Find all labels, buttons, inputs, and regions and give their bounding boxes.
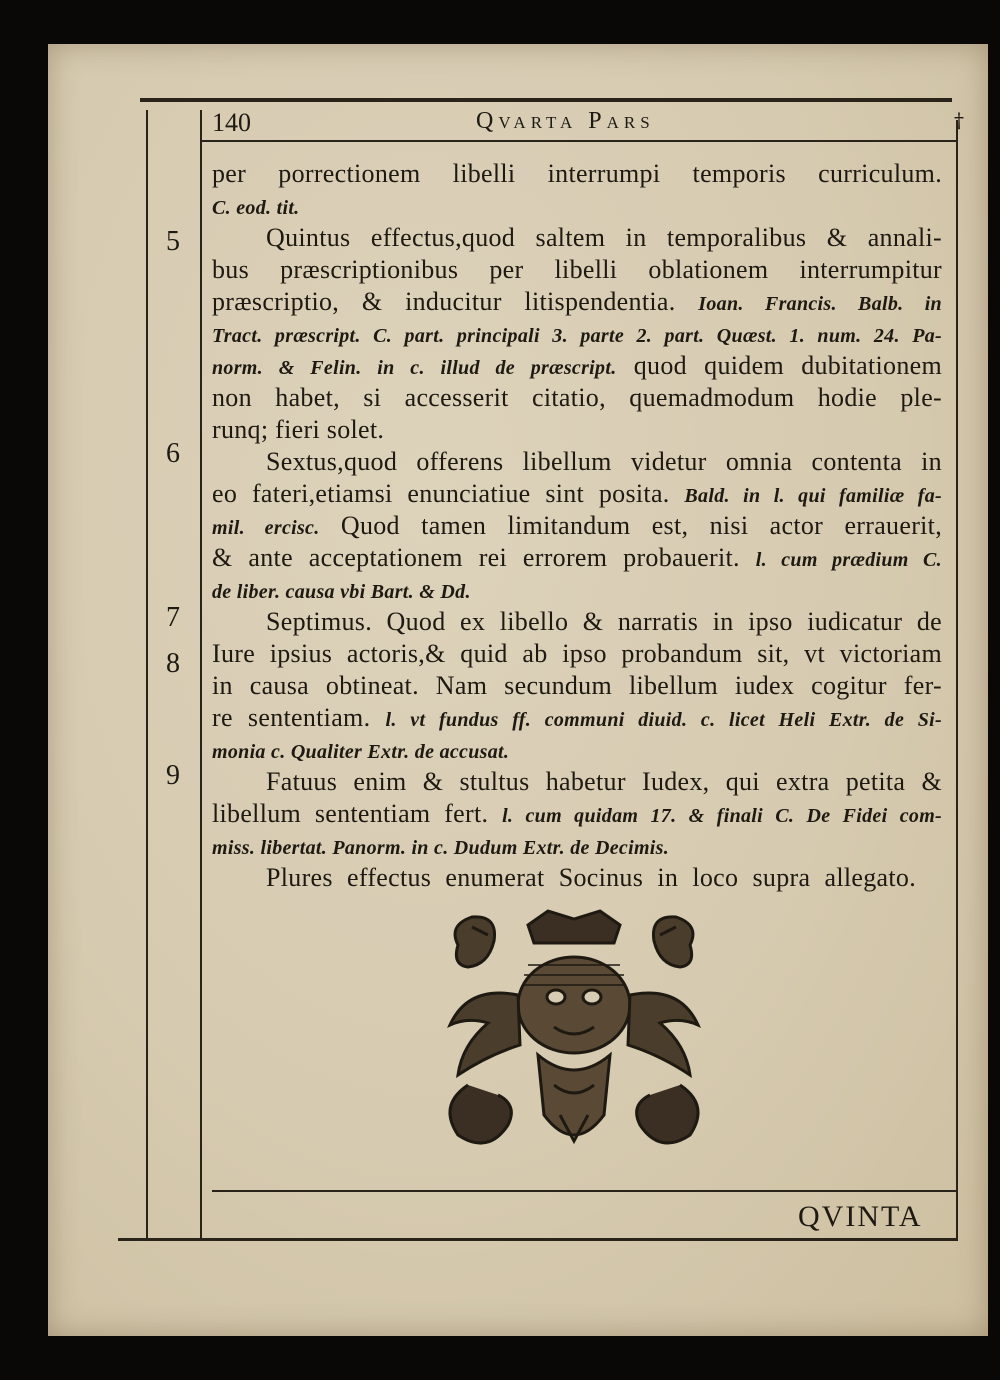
left-margin-rule <box>146 110 148 1240</box>
margin-number-6: 6 <box>166 438 180 469</box>
text-line-20: Fatuus enim & stultus habetur Iudex, qui extra petita & <box>266 767 942 796</box>
text-line-22: miss. libertat. Panorm. in c. Dudum Extr. de Decimis. <box>212 837 670 859</box>
dagger-mark: † <box>954 108 964 132</box>
page-number: 140 <box>212 108 251 137</box>
text-line-13: & ante acceptationem rei errorem probauerit. l. cum prædium C. <box>212 543 942 572</box>
right-margin-rule <box>956 120 958 1240</box>
text-line-12: mil. ercisc. Quod tamen limitandum est, nisi actor errauerit, <box>212 511 942 540</box>
header-underline <box>200 140 956 142</box>
text-line-3: Quintus effectus,quod saltem in temporalibus & annali- <box>266 223 942 252</box>
text-line-11: eo fateri,etiamsi enunciatiue sint posita. Bald. in l. qui familiæ fa- <box>212 479 942 508</box>
text-line-5: præscriptio, & inducitur litispendentia. Ioan. Francis. Balb. in <box>212 287 942 316</box>
text-line-16: Iure ipsius actoris,& quid ab ipso probandum sit, vt victoriam <box>212 639 942 668</box>
text-left-rule <box>200 110 202 1240</box>
text-line-15: Septimus. Quod ex libello & narratis in ipso iudicatur de <box>266 607 942 636</box>
text-line-2: C. eod. tit. <box>212 197 300 219</box>
text-line-6: Tract. præscript. C. part. principali 3. parte 2. part. Quæst. 1. num. 24. Pa- <box>212 325 942 347</box>
margin-number-5: 5 <box>166 226 180 257</box>
margin-number-9: 9 <box>166 760 180 791</box>
running-title: Qvarta Pars <box>476 108 655 134</box>
text-line-23: Plures effectus enumerat Socinus in loco supra allegato. <box>266 863 916 892</box>
margin-number-8: 8 <box>166 648 180 679</box>
woodcut-ornament <box>428 905 720 1167</box>
text-line-7: norm. & Felin. in c. illud de præscript. quod quidem dubitationem <box>212 351 942 380</box>
text-line-4: bus præscriptionibus per libelli oblationem interrumpitur <box>212 255 942 284</box>
top-rule <box>140 98 952 102</box>
bottom-rule-inner <box>212 1190 956 1192</box>
text-line-18: re sententiam. l. vt fundus ff. communi diuid. c. licet Heli Extr. de Si- <box>212 703 942 732</box>
bottom-rule-outer <box>118 1238 958 1241</box>
catchword: QVINTA <box>798 1200 923 1233</box>
margin-number-7: 7 <box>166 602 180 633</box>
text-line-14: de liber. causa vbi Bart. & Dd. <box>212 581 471 603</box>
text-line-10: Sextus,quod offerens libellum videtur omnia contenta in <box>266 447 942 476</box>
text-line-8: non habet, si accesserit citatio, quemadmodum hodie ple- <box>212 383 942 412</box>
text-line-19: monia c. Qualiter Extr. de accusat. <box>212 741 510 763</box>
text-line-1: per porrectionem libelli interrumpi temporis curriculum. <box>212 159 942 188</box>
text-line-21: libellum sententiam fert. l. cum quidam 17. & finali C. De Fidei com- <box>212 799 943 828</box>
text-line-17: in causa obtineat. Nam secundum libellum iudex cogitur fer- <box>212 671 942 700</box>
text-line-9: runq; fieri solet. <box>212 415 385 444</box>
